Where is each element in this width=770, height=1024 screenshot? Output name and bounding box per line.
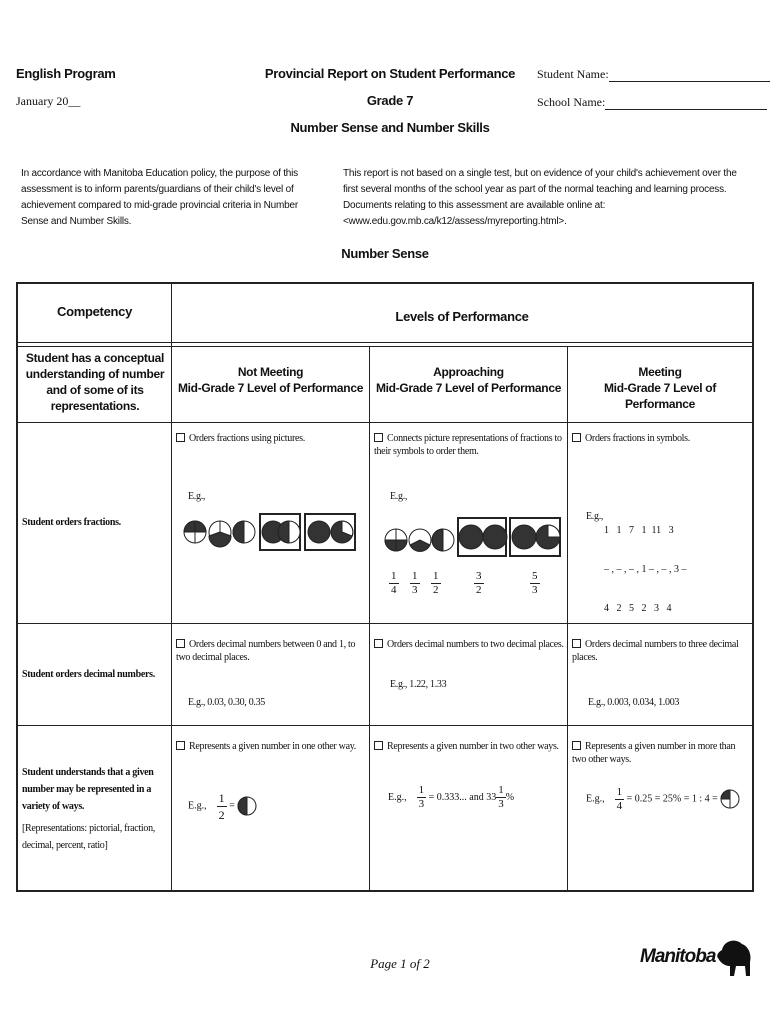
level-not-meeting: Not Meeting Mid-Grade 7 Level of Performance xyxy=(177,365,364,395)
fraction-circles-illustration xyxy=(384,510,566,560)
row-fractions-meeting: Orders fractions in symbols. xyxy=(572,432,750,445)
checkbox[interactable] xyxy=(572,741,581,750)
performance-table: Competency Levels of Performance Student has a conceptual understanding of number and of some of its representations. Not Meeting Mid-Grade 7 Level of Performance Approaching Mid-Grade 7 Level of Performance Meeting Mid-Grade 7 Level of Performance Student orders fractions. Orders fractions using pictures. E.g., Connects picture representations of fractions to their symbols to order them. E.g., $\frac{1}{4}$ $\frac{1}{3}$ $\frac{1}{2}$ $\frac{3}{2}$ $\frac{5}{3}$ Orders fractions in symbols. E.g., 1 1 7 1 11 3 – , – , – , 1 – , – , 3 – 4 2 5 2 3 4 Student orders decimal numbers. Orders decimal numbers between 0 and 1, to two decimal places. E.g., 0.03, 0.30, 0.35 Orders decimal numbers to two decimal places. E.g., 1.22, 1.33 Orders decimal numbers to three decimal places. E.g., 0.003, 0.034, 1.003 Student understands that a given number may be represented in a variety of ways. [Representations: pictorial, fraction, decimal, percent, ratio] Represents a given number in one other way. E.g., $\frac{1}{2}$ = Represents a given number in two other ways. E.g., $\frac{1}{3}$ = 0.333... and 33 $\frac{1}{3}$ % Represents a given number in more than two other ways. E.g., $\frac{1}{4}$ = 0.25 = 25% = 1 : 4 = xyxy=(16,282,754,892)
row-decimals-not-meeting: Orders decimal numbers between 0 and 1, to two decimal places. xyxy=(176,639,356,663)
decimals-example: E.g., 1.22, 1.33 xyxy=(390,679,447,690)
checkbox[interactable] xyxy=(572,433,581,442)
row-fractions-not-meeting: Orders fractions using pictures. xyxy=(176,432,366,445)
row-representations-meeting: Represents a given number in more than two other ways. xyxy=(572,741,736,765)
report-title: Provincial Report on Student Performance xyxy=(264,66,516,81)
representation-example: E.g., $\frac{1}{2}$ = xyxy=(188,788,257,824)
eg-label: E.g., xyxy=(188,491,206,502)
level-approaching: Approaching Mid-Grade 7 Level of Performance xyxy=(375,365,562,395)
decimals-example: E.g., 0.003, 0.034, 1.003 xyxy=(588,697,680,708)
subject-title: Number Sense and Number Skills xyxy=(290,120,490,135)
row-decimals-competency: Student orders decimal numbers. xyxy=(22,669,155,680)
fraction-circles-illustration xyxy=(183,510,363,554)
bison-icon xyxy=(714,936,754,980)
decimals-example: E.g., 0.03, 0.30, 0.35 xyxy=(188,697,266,708)
row-representations-not-meeting: Represents a given number in one other way. xyxy=(176,740,366,753)
quarter-circle-icon xyxy=(720,784,740,814)
levels-header: Levels of Performance xyxy=(395,309,529,324)
report-date: January 20__ xyxy=(16,94,81,108)
program-label: English Program xyxy=(16,66,116,81)
manitoba-wordmark: Manitoba xyxy=(640,946,716,967)
student-name-field[interactable] xyxy=(537,67,770,82)
representation-example: E.g., $\frac{1}{4}$ = 0.25 = 25% = 1 : 4 = xyxy=(586,784,740,814)
manitoba-logo xyxy=(640,936,755,980)
intro-right: This report is not based on a single test, but on evidence of your child's achievement over the first several months of the school year as part of the normal teaching and learning process. Documents relating to this assessment are available online at: <www.edu.gov.mb.ca/k12/assess/myreporting.html>. xyxy=(343,168,737,227)
checkbox[interactable] xyxy=(374,433,383,442)
competency-header: Competency xyxy=(56,304,133,319)
checkbox[interactable] xyxy=(176,639,185,648)
school-name-field[interactable] xyxy=(537,95,767,110)
half-circle-icon xyxy=(237,788,257,824)
competency-statement: Student has a conceptual understanding of number and of some of its representations. xyxy=(25,351,165,413)
representation-example: E.g., $\frac{1}{3}$ = 0.333... and 33 $\frac{1}{3}$ % xyxy=(388,784,515,810)
student-name-label: Student Name: xyxy=(537,67,609,81)
page-number: Page 1 of 2 xyxy=(370,956,430,971)
checkbox[interactable] xyxy=(572,639,581,648)
grade-title: Grade 7 xyxy=(366,93,414,108)
row-decimals-meeting: Orders decimal numbers to three decimal places. xyxy=(572,639,739,663)
row-fractions-competency: Student orders fractions. xyxy=(22,517,121,528)
intro-left: In accordance with Manitoba Education policy, the purpose of this assessment is to inform parents/guardians of their child's level of achievement compared to mid-grade provincial criteria in Number Sense and Number Skills. xyxy=(21,168,298,227)
row-decimals-approaching: Orders decimal numbers to two decimal places. xyxy=(374,638,564,651)
representations-note: [Representations: pictorial, fraction, decimal, percent, ratio] xyxy=(22,823,155,851)
checkbox[interactable] xyxy=(176,741,185,750)
checkbox[interactable] xyxy=(176,433,185,442)
row-fractions-approaching: Connects picture representations of fractions to their symbols to order them. xyxy=(374,433,562,457)
checkbox[interactable] xyxy=(374,741,383,750)
row-representations-competency: Student understands that a given number may be represented in a variety of ways. xyxy=(22,767,154,812)
school-name-label: School Name: xyxy=(537,95,606,109)
section-title: Number Sense xyxy=(341,246,429,261)
meeting-fraction-sequence: 1 1 7 1 11 3 – , – , – , 1 – , – , 3 – 4 2 5 2 3 4 xyxy=(604,525,687,614)
eg-label: E.g., xyxy=(586,511,604,522)
level-meeting: Meeting Mid-Grade 7 Level of Performance xyxy=(603,365,717,411)
eg-label: E.g., xyxy=(390,491,408,502)
checkbox[interactable] xyxy=(374,639,383,648)
row-representations-approaching: Represents a given number in two other ways. xyxy=(374,740,564,753)
